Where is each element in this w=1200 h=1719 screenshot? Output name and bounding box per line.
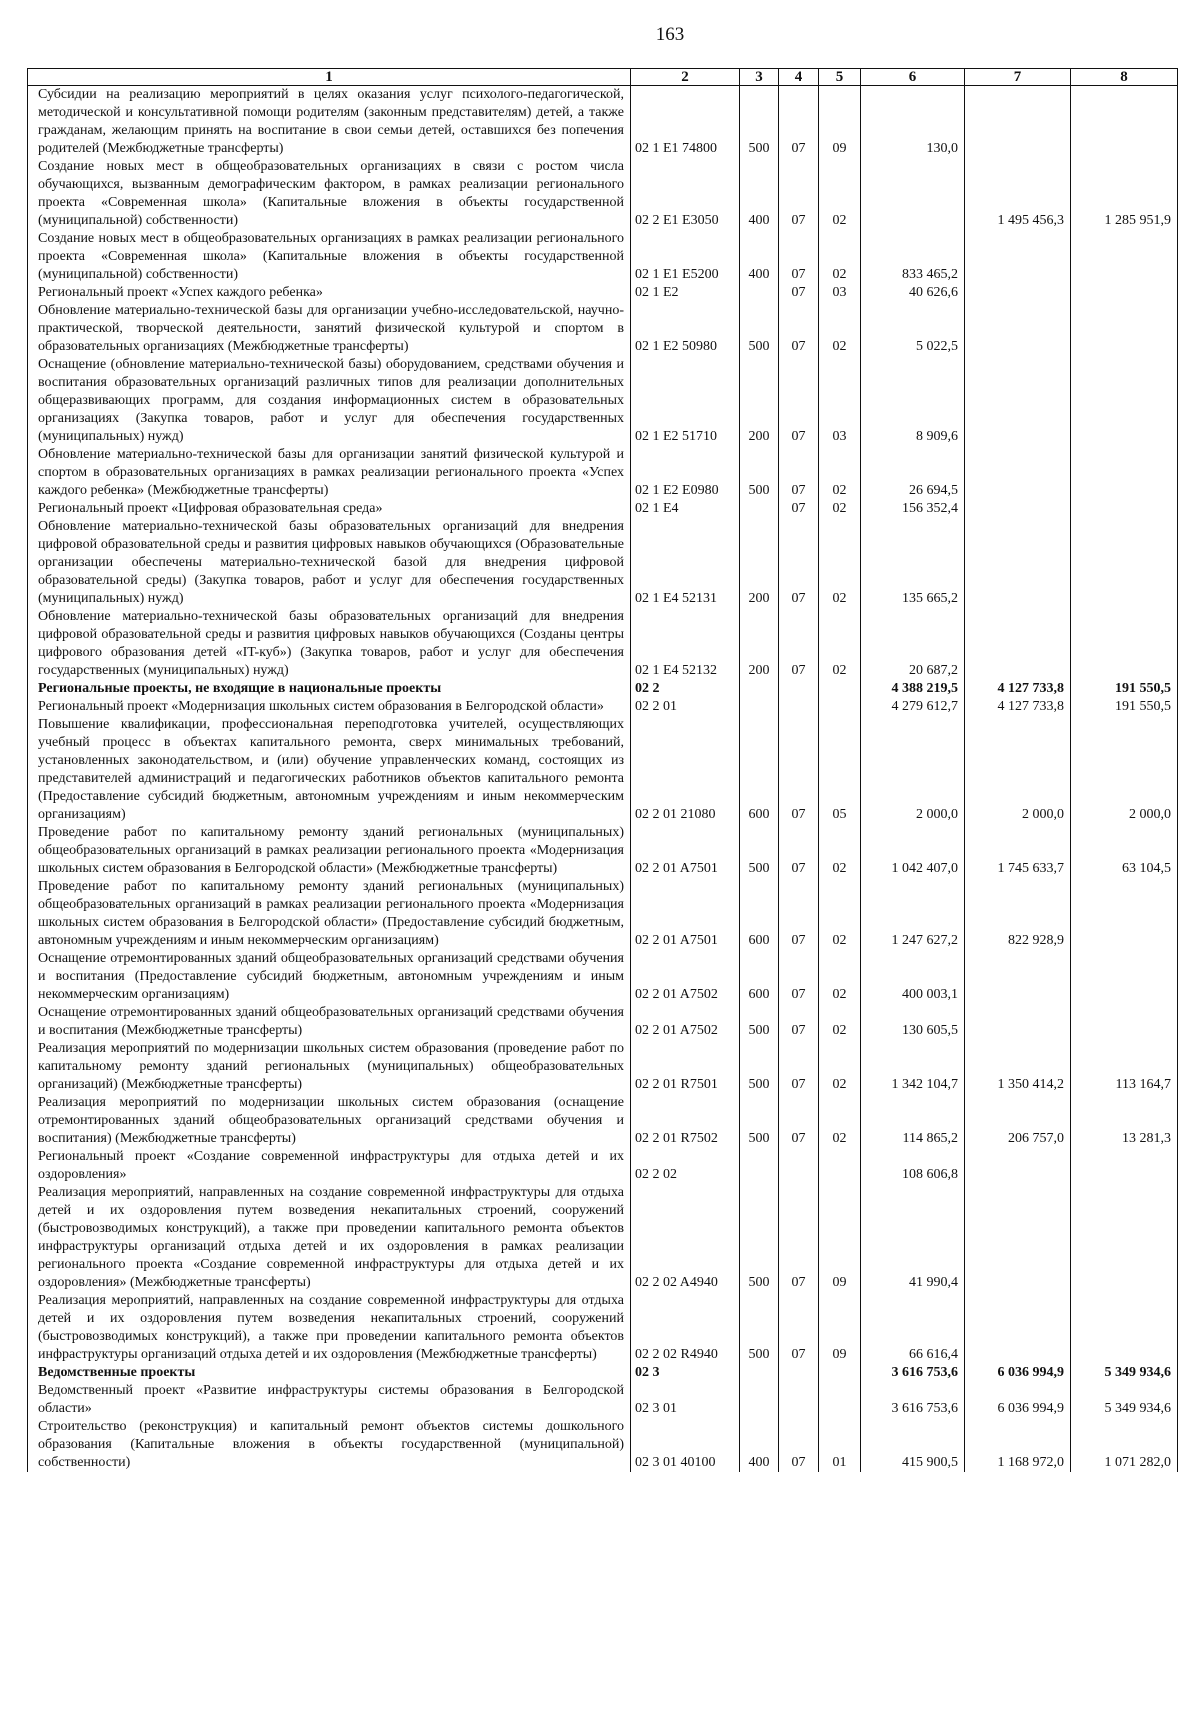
row-col8-cell — [1071, 608, 1178, 680]
row-col3-cell: 200 — [740, 356, 779, 446]
row-col6-cell: 130 605,5 — [861, 1004, 965, 1040]
row-col8-cell: 63 104,5 — [1071, 824, 1178, 878]
row-name-cell: Обновление материально-технической базы для организации занятий физической культурой и спортом в образовательных организациях в рамках реализации регионального проекта «Успех каждого ребенка» (Межбюджетные трансферты) — [28, 446, 631, 500]
row-name-cell: Обновление материально-технической базы образовательных организаций для внедрения цифровой образовательной среды и развития цифровых навыков обучающихся (Созданы центры цифрового образования детей «IT-куб») (Закупка товаров, работ и услуг для обеспечения государственных (муниципальных) нужд) — [28, 608, 631, 680]
row-col7-cell: 6 036 994,9 — [965, 1382, 1071, 1418]
row-col4-cell: 07 — [779, 302, 819, 356]
row-col5-cell: 02 — [819, 878, 861, 950]
row-col5-cell: 03 — [819, 356, 861, 446]
row-name-cell: Субсидии на реализацию мероприятий в целях оказания услуг психолого-педагогической, методической и консультативной помощи родителям (законным представителям) детей, а также гражданам, желающим принять на воспитание в свои семьи детей, оставшихся без попечения родителей (Межбюджетные трансферты) — [28, 86, 631, 159]
row-col7-cell — [965, 1184, 1071, 1292]
row-col4-cell: 07 — [779, 1040, 819, 1094]
row-col3-cell: 500 — [740, 1184, 779, 1292]
row-code-cell: 02 2 01 A7501 — [631, 878, 740, 950]
row-col6-cell — [861, 158, 965, 230]
row-code-cell: 02 1 E2 — [631, 284, 740, 302]
row-col6-cell: 114 865,2 — [861, 1094, 965, 1148]
row-col6-cell: 4 388 219,5 — [861, 680, 965, 698]
row-col7-cell: 6 036 994,9 — [965, 1364, 1071, 1382]
row-col5-cell: 02 — [819, 446, 861, 500]
row-col3-cell: 600 — [740, 716, 779, 824]
row-col3-cell — [740, 1364, 779, 1382]
page-number: 163 — [655, 24, 685, 45]
row-col6-cell: 26 694,5 — [861, 446, 965, 500]
row-col4-cell — [779, 1382, 819, 1418]
row-col6-cell: 400 003,1 — [861, 950, 965, 1004]
row-col8-cell — [1071, 86, 1178, 159]
row-code-cell: 02 1 E2 50980 — [631, 302, 740, 356]
row-col4-cell: 07 — [779, 716, 819, 824]
row-col7-cell — [965, 302, 1071, 356]
row-col7-cell: 822 928,9 — [965, 878, 1071, 950]
row-code-cell: 02 2 01 R7502 — [631, 1094, 740, 1148]
table-row — [28, 86, 1178, 159]
row-col8-cell: 1 285 951,9 — [1071, 158, 1178, 230]
column-header: 7 — [965, 69, 1071, 86]
row-col7-cell: 4 127 733,8 — [965, 698, 1071, 716]
row-col5-cell: 02 — [819, 500, 861, 518]
row-name-cell: Региональный проект «Создание современной инфраструктуры для отдыха детей и их оздоровления» — [28, 1148, 631, 1184]
row-col7-cell: 206 757,0 — [965, 1094, 1071, 1148]
row-code-cell: 02 2 01 — [631, 698, 740, 716]
row-col8-cell: 113 164,7 — [1071, 1040, 1178, 1094]
row-name-cell: Ведомственный проект «Развитие инфраструктуры системы образования в Белгородской области» — [28, 1382, 631, 1418]
row-col8-cell — [1071, 1004, 1178, 1040]
row-col3-cell: 500 — [740, 1004, 779, 1040]
column-header: 8 — [1071, 69, 1178, 86]
row-col7-cell: 4 127 733,8 — [965, 680, 1071, 698]
table-row — [28, 1004, 1178, 1040]
row-name-cell: Повышение квалификации, профессиональная переподготовка учителей, осуществляющих учебный процесс в объектах капитального ремонта, сверх минимальных требований, установленных законодательством, и (или) обучение управленческих команд, состоящих из представителей администраций и педагогических работников объектов капитального ремонта (Предоставление субсидий бюджетным, автономным учреждениям и иным некоммерческим организациям) — [28, 716, 631, 824]
row-col5-cell: 02 — [819, 608, 861, 680]
row-code-cell: 02 2 02 — [631, 1148, 740, 1184]
table-row — [28, 518, 1178, 608]
row-name-cell: Реализация мероприятий, направленных на создание современной инфраструктуры для отдыха детей и их оздоровления путем возведения некапитальных строений, сооружений (быстровозводимых конструкций), а также при проведении капитального ремонта объектов инфраструктуры организаций отдыха детей и их оздоровления в рамках реализации регионального проекта «Создание современной инфраструктуры для отдыха детей и их оздоровления» (Межбюджетные трансферты) — [28, 1184, 631, 1292]
table-row — [28, 608, 1178, 680]
row-col8-cell — [1071, 356, 1178, 446]
row-name-cell: Реализация мероприятий по модернизации школьных систем образования (проведение работ по капитальному ремонту зданий региональных (муниципальных) общеобразовательных организаций) (Межбюджетные трансферты) — [28, 1040, 631, 1094]
row-col6-cell: 3 616 753,6 — [861, 1364, 965, 1382]
row-col7-cell — [965, 1148, 1071, 1184]
row-col5-cell: 02 — [819, 1004, 861, 1040]
row-col4-cell: 07 — [779, 284, 819, 302]
row-name-cell: Оснащение отремонтированных зданий общеобразовательных организаций средствами обучения и воспитания (Предоставление субсидий бюджетным, автономным учреждениям и иным некоммерческим организациям) — [28, 950, 631, 1004]
row-col3-cell — [740, 1148, 779, 1184]
row-col6-cell: 135 665,2 — [861, 518, 965, 608]
row-col6-cell: 4 279 612,7 — [861, 698, 965, 716]
row-col5-cell: 02 — [819, 302, 861, 356]
row-col5-cell: 02 — [819, 518, 861, 608]
row-code-cell: 02 1 E1 E5200 — [631, 230, 740, 284]
row-col6-cell: 8 909,6 — [861, 356, 965, 446]
row-col7-cell — [965, 1292, 1071, 1364]
row-col3-cell — [740, 1382, 779, 1418]
column-header: 3 — [740, 69, 779, 86]
row-col7-cell — [965, 518, 1071, 608]
row-code-cell: 02 1 E1 74800 — [631, 86, 740, 159]
row-col5-cell: 09 — [819, 1184, 861, 1292]
row-col8-cell — [1071, 518, 1178, 608]
row-col3-cell — [740, 284, 779, 302]
row-code-cell: 02 2 01 R7501 — [631, 1040, 740, 1094]
row-col5-cell — [819, 698, 861, 716]
row-col4-cell: 07 — [779, 950, 819, 1004]
row-col6-cell: 66 616,4 — [861, 1292, 965, 1364]
row-col4-cell: 07 — [779, 1418, 819, 1472]
row-code-cell: 02 2 E1 E3050 — [631, 158, 740, 230]
row-col4-cell: 07 — [779, 1094, 819, 1148]
row-col5-cell: 05 — [819, 716, 861, 824]
row-name-cell: Реализация мероприятий по модернизации школьных систем образования (оснащение отремонтированных зданий общеобразовательных организаций средствами обучения и воспитания) (Межбюджетные трансферты) — [28, 1094, 631, 1148]
row-col5-cell — [819, 1148, 861, 1184]
row-name-cell: Оснащение отремонтированных зданий общеобразовательных организаций средствами обучения и воспитания (Межбюджетные трансферты) — [28, 1004, 631, 1040]
row-col3-cell: 400 — [740, 158, 779, 230]
row-code-cell: 02 2 02 A4940 — [631, 1184, 740, 1292]
table-row — [28, 356, 1178, 446]
row-col6-cell: 833 465,2 — [861, 230, 965, 284]
row-col4-cell: 07 — [779, 230, 819, 284]
column-header: 4 — [779, 69, 819, 86]
row-col6-cell: 5 022,5 — [861, 302, 965, 356]
column-header: 5 — [819, 69, 861, 86]
row-col8-cell — [1071, 1184, 1178, 1292]
row-col7-cell: 2 000,0 — [965, 716, 1071, 824]
row-code-cell: 02 3 01 — [631, 1382, 740, 1418]
row-name-cell: Региональный проект «Успех каждого ребенка» — [28, 284, 631, 302]
table-row — [28, 1292, 1178, 1364]
row-col3-cell: 500 — [740, 824, 779, 878]
table-row — [28, 716, 1178, 824]
table-row — [28, 878, 1178, 950]
table-row — [28, 1364, 1178, 1382]
row-col7-cell — [965, 446, 1071, 500]
row-col3-cell: 600 — [740, 950, 779, 1004]
row-col5-cell: 01 — [819, 1418, 861, 1472]
row-col5-cell: 02 — [819, 230, 861, 284]
row-col3-cell: 500 — [740, 302, 779, 356]
row-col4-cell: 07 — [779, 158, 819, 230]
row-name-cell: Региональные проекты, не входящие в национальные проекты — [28, 680, 631, 698]
table-row — [28, 1040, 1178, 1094]
row-col6-cell: 40 626,6 — [861, 284, 965, 302]
table-row — [28, 158, 1178, 230]
row-col4-cell: 07 — [779, 356, 819, 446]
row-code-cell: 02 2 01 A7502 — [631, 950, 740, 1004]
column-header: 6 — [861, 69, 965, 86]
row-col7-cell — [965, 608, 1071, 680]
row-col5-cell: 02 — [819, 1040, 861, 1094]
row-col3-cell — [740, 680, 779, 698]
row-col3-cell: 500 — [740, 1292, 779, 1364]
table-row — [28, 230, 1178, 284]
row-name-cell: Проведение работ по капитальному ремонту зданий региональных (муниципальных) общеобразовательных организаций в рамках реализации регионального проекта «Модернизация школьных систем образования в Белгородской области» (Предоставление субсидий бюджетным, автономным учреждениям и иным некоммерческим организациям) — [28, 878, 631, 950]
row-col8-cell: 191 550,5 — [1071, 680, 1178, 698]
row-col7-cell — [965, 356, 1071, 446]
row-col8-cell: 5 349 934,6 — [1071, 1364, 1178, 1382]
row-col6-cell: 2 000,0 — [861, 716, 965, 824]
table-header-row — [28, 69, 1178, 86]
table-row — [28, 1094, 1178, 1148]
row-col8-cell: 1 071 282,0 — [1071, 1418, 1178, 1472]
row-col8-cell: 2 000,0 — [1071, 716, 1178, 824]
row-name-cell: Ведомственные проекты — [28, 1364, 631, 1382]
row-col6-cell: 1 247 627,2 — [861, 878, 965, 950]
row-col4-cell — [779, 698, 819, 716]
row-col8-cell — [1071, 500, 1178, 518]
row-col3-cell — [740, 500, 779, 518]
row-col4-cell — [779, 1364, 819, 1382]
row-col5-cell: 03 — [819, 284, 861, 302]
row-col6-cell: 130,0 — [861, 86, 965, 159]
row-code-cell: 02 2 01 A7501 — [631, 824, 740, 878]
row-col6-cell: 20 687,2 — [861, 608, 965, 680]
row-col7-cell: 1 495 456,3 — [965, 158, 1071, 230]
row-code-cell: 02 1 E4 — [631, 500, 740, 518]
row-col4-cell: 07 — [779, 1004, 819, 1040]
table-row — [28, 446, 1178, 500]
row-col4-cell: 07 — [779, 518, 819, 608]
row-col7-cell — [965, 500, 1071, 518]
row-col7-cell — [965, 284, 1071, 302]
row-col6-cell: 41 990,4 — [861, 1184, 965, 1292]
row-col4-cell: 07 — [779, 878, 819, 950]
row-col7-cell — [965, 230, 1071, 284]
row-col7-cell: 1 168 972,0 — [965, 1418, 1071, 1472]
table-row — [28, 1148, 1178, 1184]
row-col4-cell — [779, 680, 819, 698]
row-col3-cell: 500 — [740, 86, 779, 159]
row-name-cell: Проведение работ по капитальному ремонту зданий региональных (муниципальных) общеобразовательных организаций в рамках реализации регионального проекта «Модернизация школьных систем образования в Белгородской области» (Межбюджетные трансферты) — [28, 824, 631, 878]
row-name-cell: Региональный проект «Цифровая образовательная среда» — [28, 500, 631, 518]
row-name-cell: Создание новых мест в общеобразовательных организациях в связи с ростом числа обучающихся, вызванным демографическим фактором, в рамках реализации регионального проекта «Современная школа» (Капитальные вложения в объекты государственной (муниципальной) собственности) — [28, 158, 631, 230]
row-name-cell: Обновление материально-технической базы образовательных организаций для внедрения цифровой образовательной среды и развития цифровых навыков обучающихся (Образовательные организации обеспечены материально-технической базой для внедрения цифровой образовательной среды) (Закупка товаров, работ и услуг для обеспечения государственных (муниципальных) нужд) — [28, 518, 631, 608]
budget-table — [27, 68, 1178, 1472]
row-col8-cell: 13 281,3 — [1071, 1094, 1178, 1148]
row-name-cell: Региональный проект «Модернизация школьных систем образования в Белгородской области» — [28, 698, 631, 716]
row-col4-cell: 07 — [779, 824, 819, 878]
row-col4-cell: 07 — [779, 500, 819, 518]
row-col3-cell: 200 — [740, 608, 779, 680]
table-row — [28, 680, 1178, 698]
row-col7-cell — [965, 1004, 1071, 1040]
row-col6-cell: 1 042 407,0 — [861, 824, 965, 878]
table-row — [28, 1382, 1178, 1418]
row-col6-cell: 415 900,5 — [861, 1418, 965, 1472]
row-code-cell: 02 2 — [631, 680, 740, 698]
row-code-cell: 02 3 01 40100 — [631, 1418, 740, 1472]
row-col3-cell — [740, 698, 779, 716]
row-col5-cell: 02 — [819, 158, 861, 230]
row-col8-cell: 5 349 934,6 — [1071, 1382, 1178, 1418]
row-col3-cell: 500 — [740, 1094, 779, 1148]
table-row — [28, 284, 1178, 302]
column-header: 2 — [631, 69, 740, 86]
row-col5-cell: 02 — [819, 1094, 861, 1148]
row-col4-cell: 07 — [779, 446, 819, 500]
row-col6-cell: 3 616 753,6 — [861, 1382, 965, 1418]
row-col3-cell: 500 — [740, 1040, 779, 1094]
row-col5-cell: 02 — [819, 824, 861, 878]
row-name-cell: Реализация мероприятий, направленных на создание современной инфраструктуры для отдыха детей и их оздоровления путем возведения некапитальных строений, сооружений (быстровозводимых конструкций), а также при проведении капитального ремонта объектов инфраструктуры организаций отдыха детей и их оздоровления (Межбюджетные трансферты) — [28, 1292, 631, 1364]
row-col8-cell — [1071, 1148, 1178, 1184]
row-col3-cell: 400 — [740, 1418, 779, 1472]
row-code-cell: 02 2 01 A7502 — [631, 1004, 740, 1040]
table-row — [28, 950, 1178, 1004]
row-col5-cell: 09 — [819, 86, 861, 159]
row-col7-cell: 1 350 414,2 — [965, 1040, 1071, 1094]
table-row — [28, 302, 1178, 356]
row-code-cell: 02 2 01 21080 — [631, 716, 740, 824]
row-code-cell: 02 3 — [631, 1364, 740, 1382]
row-code-cell: 02 1 E2 51710 — [631, 356, 740, 446]
column-header: 1 — [28, 69, 631, 86]
table-row — [28, 1418, 1178, 1472]
row-col3-cell: 500 — [740, 446, 779, 500]
row-col4-cell: 07 — [779, 86, 819, 159]
row-name-cell: Обновление материально-технической базы для организации учебно-исследовательской, научно-практической, творческой деятельности, занятий физической культурой и спортом в образовательных организациях (Межбюджетные трансферты) — [28, 302, 631, 356]
row-col8-cell: 191 550,5 — [1071, 698, 1178, 716]
row-col7-cell — [965, 950, 1071, 1004]
table-row — [28, 824, 1178, 878]
table-row — [28, 1184, 1178, 1292]
row-col8-cell — [1071, 1292, 1178, 1364]
row-col5-cell — [819, 1382, 861, 1418]
table-row — [28, 500, 1178, 518]
row-col5-cell: 09 — [819, 1292, 861, 1364]
row-col8-cell — [1071, 230, 1178, 284]
row-col4-cell: 07 — [779, 1184, 819, 1292]
row-col8-cell — [1071, 302, 1178, 356]
row-name-cell: Создание новых мест в общеобразовательных организациях в рамках реализации регионального проекта «Современная школа» (Капитальные вложения в объекты государственной (муниципальной) собственности) — [28, 230, 631, 284]
table-row — [28, 698, 1178, 716]
row-col6-cell: 108 606,8 — [861, 1148, 965, 1184]
row-col8-cell — [1071, 878, 1178, 950]
row-col5-cell — [819, 680, 861, 698]
row-col7-cell — [965, 86, 1071, 159]
budget-table-container — [27, 68, 1177, 1648]
row-col3-cell: 600 — [740, 878, 779, 950]
row-code-cell: 02 1 E4 52132 — [631, 608, 740, 680]
row-col3-cell: 200 — [740, 518, 779, 608]
table-body — [28, 86, 1178, 1473]
row-col8-cell — [1071, 284, 1178, 302]
row-code-cell: 02 1 E2 E0980 — [631, 446, 740, 500]
row-name-cell: Оснащение (обновление материально-технической базы) оборудованием, средствами обучения и воспитания образовательных организаций различных типов для реализации дополнительных общеразвивающих программ, для создания информационных систем в образовательных организациях (Закупка товаров, работ и услуг для обеспечения государственных (муниципальных) нужд) — [28, 356, 631, 446]
row-col6-cell: 1 342 104,7 — [861, 1040, 965, 1094]
row-col7-cell: 1 745 633,7 — [965, 824, 1071, 878]
row-col4-cell: 07 — [779, 1292, 819, 1364]
row-col5-cell: 02 — [819, 950, 861, 1004]
row-col6-cell: 156 352,4 — [861, 500, 965, 518]
row-col3-cell: 400 — [740, 230, 779, 284]
row-code-cell: 02 1 E4 52131 — [631, 518, 740, 608]
row-code-cell: 02 2 02 R4940 — [631, 1292, 740, 1364]
row-col5-cell — [819, 1364, 861, 1382]
row-col4-cell — [779, 1148, 819, 1184]
row-name-cell: Строительство (реконструкция) и капитальный ремонт объектов системы дошкольного образования (Капитальные вложения в объекты государственной (муниципальной) собственности) — [28, 1418, 631, 1472]
row-col8-cell — [1071, 950, 1178, 1004]
row-col8-cell — [1071, 446, 1178, 500]
row-col4-cell: 07 — [779, 608, 819, 680]
